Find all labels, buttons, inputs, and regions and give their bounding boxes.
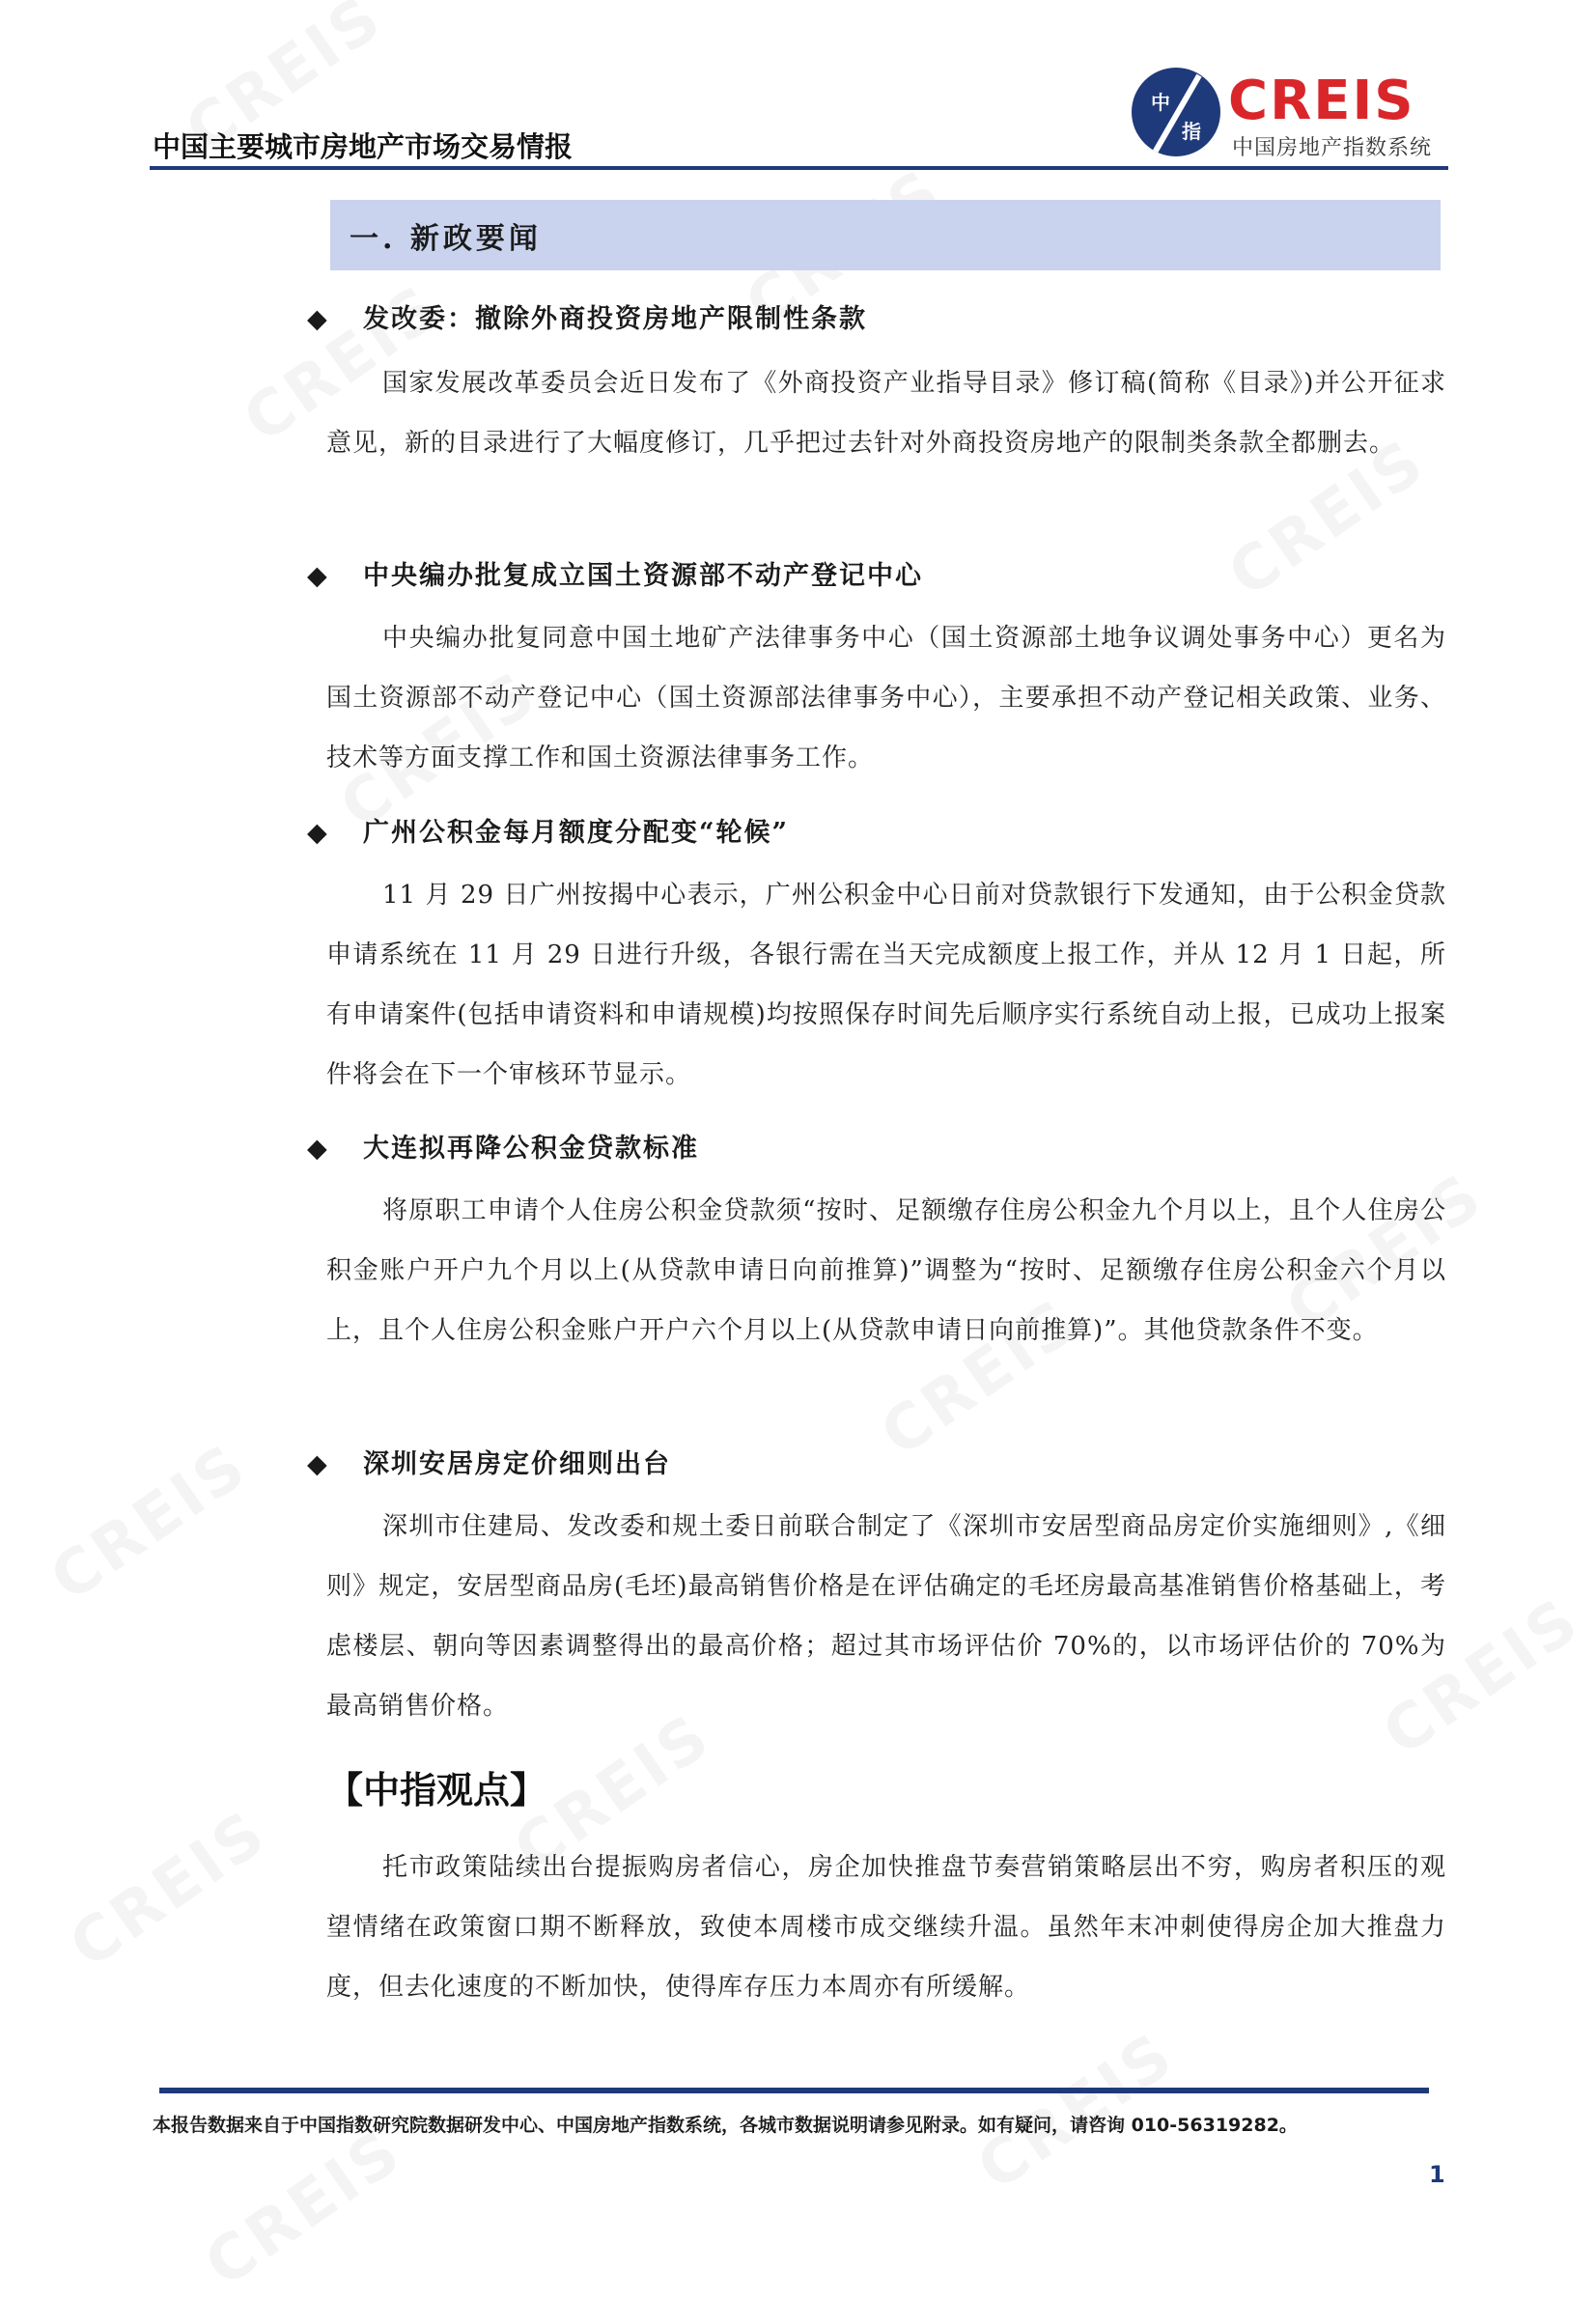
news-item-body: 国家发展改革委员会近日发布了《外商投资产业指导目录》修订稿(简称《目录》)并公开征求意见，新的目录进行了大幅度修订，几乎把过去针对外商投资房地产的限制类条款全都删去。 xyxy=(326,369,1446,458)
news-item-body: 将原职工申请个人住房公积金贷款须“按时、足额缴存住房公积金九个月以上，且个人住房公积金账户开户九个月以上(从贷款申请日向前推算)”调整为“按时、足额缴存住房公积金六个月以上，且个人住房公积金账户开户六个月以上(从贷款申请日向前推算)”。其他贷款条件不变。 xyxy=(326,1196,1446,1345)
logo-wordmark: CREIS xyxy=(1228,70,1415,132)
diamond-bullet-icon: ◆ xyxy=(307,304,327,334)
footer-divider xyxy=(159,2088,1429,2093)
news-item-body: 中央编办批复同意中国土地矿产法律事务中心（国土资源部土地争议调处事务中心）更名为国土资源部不动产登记中心（国土资源部法律事务中心），主要承担不动产登记相关政策、业务、技术等方面支撑工作和国土资源法律事务工作。 xyxy=(326,624,1446,772)
news-item-title: ◆ 深圳安居房定价细则出台 xyxy=(307,1449,671,1479)
diamond-bullet-icon: ◆ xyxy=(307,818,327,848)
watermark xyxy=(58,1797,281,1982)
header-divider xyxy=(150,166,1448,170)
opinion-title: 【中指观点】 xyxy=(326,1768,547,1811)
watermark xyxy=(193,2116,416,2301)
logo-subtitle: 中国房地产指数系统 xyxy=(1232,136,1433,160)
footer-note: 本报告数据来自于中国指数研究院数据研发中心、中国房地产指数系统，各城市数据说明请参见附录。如有疑问，请咨询 010-56319282。 xyxy=(153,2115,1298,2136)
report-title: 中国主要城市房地产市场交易情报 xyxy=(153,130,574,163)
news-item-title: ◆ 广州公积金每月额度分配变“轮候” xyxy=(307,818,790,848)
creis-logo xyxy=(1132,68,1450,164)
news-item-body: 11 月 29 日广州按揭中心表示，广州公积金中心日前对贷款银行下发通知，由于公积金贷款申请系统在 11 月 29 日进行升级，各银行需在当天完成额度上报工作，并从 12 月 1 日起，所有申请案件(包括申请资料和申请规模)均按照保存时间先后顺序实行系统自动上报，已成功上报案件将会在下一个审核环节显示。 xyxy=(326,881,1446,1089)
section-title: 一. 新政要闻 xyxy=(350,222,542,256)
news-item-title: ◆ 大连拟再降公积金贷款标准 xyxy=(307,1134,699,1164)
news-item-body: 深圳市住建局、发改委和规土委日前联合制定了《深圳市安居型商品房定价实施细则》,《细则》规定，安居型商品房(毛坯)最高销售价格是在评估确定的毛坯房最高基准销售价格基础上，考虑楼层、朝向等因素调整得出的最高价格；超过其市场评估价 70%的，以市场评估价的 70%为最高销售价格。 xyxy=(326,1512,1446,1721)
news-item-title: ◆ 发改委：撤除外商投资房地产限制性条款 xyxy=(307,304,867,334)
watermark xyxy=(39,1430,262,1615)
logo-emblem-icon: 中 指 xyxy=(1132,68,1220,156)
diamond-bullet-icon: ◆ xyxy=(307,561,327,591)
page-number: 1 xyxy=(1429,2161,1445,2188)
news-item-title: ◆ 中央编办批复成立国土资源部不动产登记中心 xyxy=(307,561,923,591)
diamond-bullet-icon: ◆ xyxy=(307,1134,327,1164)
diamond-bullet-icon: ◆ xyxy=(307,1449,327,1479)
opinion-body: 托市政策陆续出台提振购房者信心，房企加快推盘节奏营销策略层出不穷，购房者积压的观望情绪在政策窗口期不断释放，致使本周楼市成交继续升温。虽然年末冲刺使得房企加大推盘力度，但去化速度的不断加快，使得库存压力本周亦有所缓解。 xyxy=(326,1853,1446,2002)
